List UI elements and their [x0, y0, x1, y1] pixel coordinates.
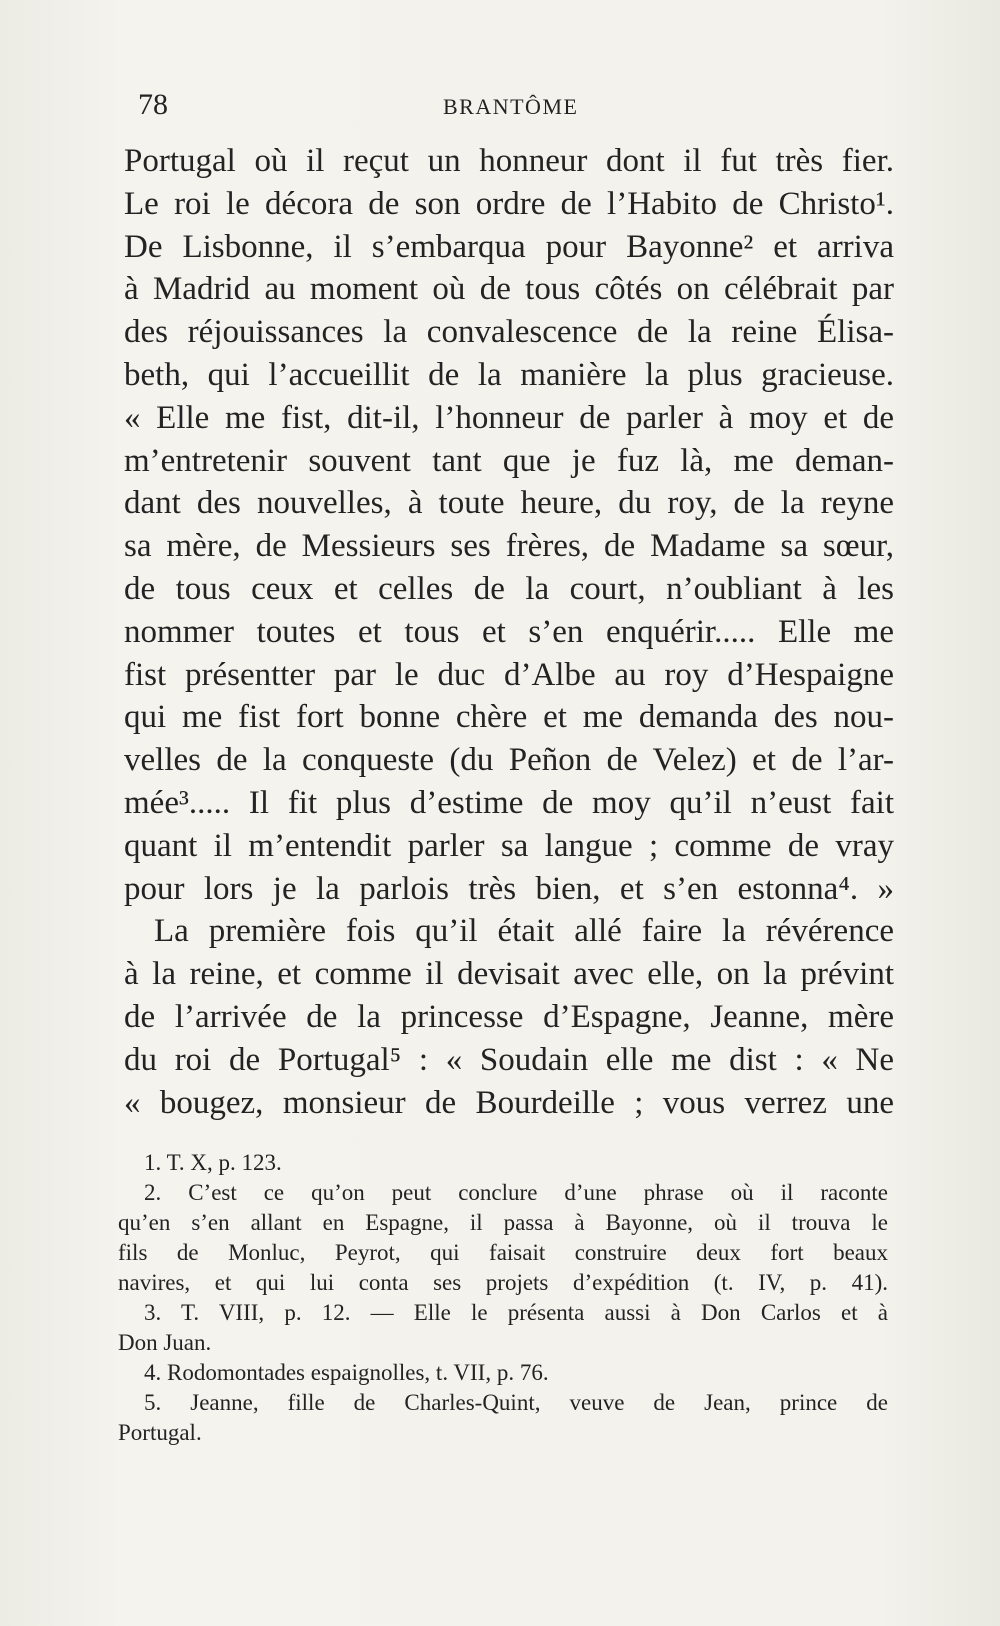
body-line: dant des nouvelles, à toute heure, du roy, de la reyne [124, 485, 894, 522]
body-line: La première fois qu’il était allé faire la révérence [154, 913, 894, 950]
page-header [138, 88, 898, 128]
body-line: « Elle me fist, dit-il, l’honneur de parler à moy et de [124, 399, 894, 436]
body-line: sa mère, de Messieurs ses frères, de Madame sa sœur, [124, 528, 894, 565]
running-head: BRANTÔME [443, 94, 579, 119]
body-line: fist présentter par le duc d’Albe au roy d’Hespaigne [124, 656, 894, 693]
body-line: de l’arrivée de la princesse d’Espagne, Jeanne, mère [124, 998, 894, 1035]
footnote-line: 1. T. X, p. 123. [144, 1150, 282, 1175]
footnote-line: 5. Jeanne, fille de Charles-Quint, veuve de Jean, prince de [144, 1390, 888, 1415]
body-line: à Madrid au moment où de tous côtés on célébrait par [124, 271, 894, 308]
body-line: des réjouissances la convalescence de la reine Élisa- [124, 314, 894, 351]
page-number: 78 [138, 88, 168, 121]
body-line: du roi de Portugal⁵ : « Soudain elle me dist : « Ne [124, 1041, 894, 1078]
body-line: mée³..... Il fit plus d’estime de moy qu’il n’eust fait [124, 784, 894, 821]
body-text [124, 140, 894, 1124]
footnote-line: fils de Monluc, Peyrot, qui faisait construire deux fort beaux [118, 1240, 888, 1265]
body-line: pour lors je la parlois très bien, et s’en estonna⁴. » [124, 870, 894, 907]
body-line: « bougez, monsieur de Bourdeille ; vous verrez une [124, 1084, 894, 1121]
footnotes [118, 1148, 888, 1448]
footnote-line: Portugal. [118, 1420, 202, 1445]
footnote-line: 3. T. VIII, p. 12. — Elle le présenta aussi à Don Carlos et à [144, 1300, 888, 1325]
body-line: beth, qui l’accueillit de la manière la plus gracieuse. [124, 356, 894, 393]
footnote-line: Don Juan. [118, 1330, 212, 1355]
footnote-line: 2. C’est ce qu’on peut conclure d’une phrase où il raconte [144, 1180, 888, 1205]
body-line: Le roi le décora de son ordre de l’Habito de Christo¹. [124, 185, 894, 222]
body-line: à la reine, et comme il devisait avec elle, on la prévint [124, 956, 894, 993]
body-line: de tous ceux et celles de la court, n’oubliant à les [124, 570, 894, 607]
body-line: qui me fist fort bonne chère et me demanda des nou- [124, 699, 894, 736]
footnote-line: qu’en s’en allant en Espagne, il passa à Bayonne, où il trouva le [118, 1210, 888, 1235]
footnote-line: 4. Rodomontades espaignolles, t. VII, p. 76. [144, 1360, 549, 1385]
body-line: m’entretenir souvent tant que je fuz là, me deman- [124, 442, 894, 479]
body-line: velles de la conqueste (du Peñon de Velez) et de l’ar- [124, 742, 894, 779]
body-line: Portugal où il reçut un honneur dont il fut très fier. [124, 143, 894, 179]
body-line: De Lisbonne, il s’embarqua pour Bayonne² et arriva [124, 228, 894, 265]
footnote-line: navires, et qui lui conta ses projets d’expédition (t. IV, p. 41). [118, 1270, 888, 1295]
body-line: quant il m’entendit parler sa langue ; comme de vray [124, 827, 894, 864]
body-line: nommer toutes et tous et s’en enquérir..... Elle me [124, 613, 894, 650]
